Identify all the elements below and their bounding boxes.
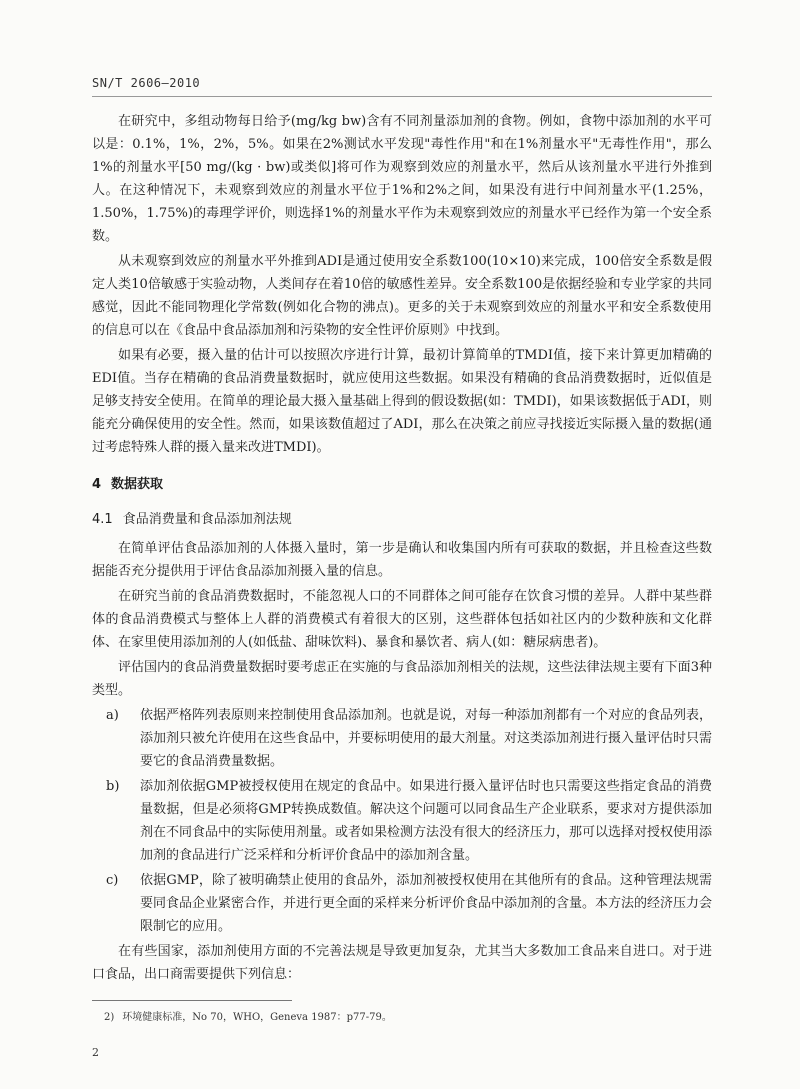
list-marker: b): [106, 779, 120, 794]
list-item-text: 依据GMP，除了被明确禁止使用的食品外，添加剂被授权使用在其他所有的食品。这种管理法规需要同食品企业紧密合作，并进行更全面的采样来分析评价食品中添加剂的含量。本方法的经济压力会限制它的应用。: [140, 873, 713, 934]
paragraph: 在研究当前的食品消费数据时，不能忽视人口的不同群体之间可能存在饮食习惯的差异。人群中某些群体的食品消费模式与整体上人群的消费模式有着很大的区别，这些群体包括如社区内的少数种族和文化群体、在家里使用添加剂的人(如低盐、甜味饮料)、暴食和暴饮者、病人(如：糖尿病患者)。: [92, 589, 712, 650]
paragraph: 从未观察到效应的剂量水平外推到ADI是通过使用安全系数100(10×10)来完成，100倍安全系数是假定人类10倍敏感于实验动物，人类间存在着10倍的敏感性差异。安全系数100是依据经验和专业学家的共同感觉，因此不能同物理化学常数(例如化合物的沸点)。更多的关于未观察到效应的剂量水平和安全系数使用的信息可以在《食品中食品添加剂和污染物的安全性评价原则》中找到。: [92, 254, 712, 338]
list-item: [92, 869, 712, 938]
list-item: [92, 775, 712, 867]
paragraph: 如果有必要，摄入量的估计可以按照次序进行计算，最初计算简单的TMDI值，接下来计算更加精确的EDI值。当存在精确的食品消费量数据时，就应使用这些数据。如果没有精确的食品消费数据时，近似值是足够支持安全使用。在简单的理论最大摄入量基础上得到的假设数据(如：TMDI)，如果该数据低于ADI，则能充分确保使用的安全性。然而，如果该数值超过了ADI，那么在决策之前应寻找接近实际摄入量的数据(通过考虑特殊人群的摄入量来改进TMDI)。: [92, 348, 712, 455]
footnote-text: 环境健康标准，No 70，WHO，Geneva 1987：p77-79。: [122, 1012, 392, 1023]
paragraph: 在有些国家，添加剂使用方面的不完善法规是导致更加复杂，尤其当大多数加工食品来自进口。对于进口食品，出口商需要提供下列信息：: [92, 944, 712, 982]
subsection-title: 食品消费量和食品添加剂法规: [122, 512, 292, 527]
list-item: [92, 704, 712, 773]
list-marker: c): [106, 873, 119, 888]
paragraph: 评估国内的食品消费量数据时要考虑正在实施的与食品添加剂相关的法规，这些法律法规主要有下面3种类型。: [92, 660, 712, 698]
paragraph: 在研究中，多组动物每日给予(mg/kg bw)含有不同剂量添加剂的食物。例如，食物中添加剂的水平可以是：0.1%，1%，2%，5%。如果在2%测试水平发现"毒性作用"和在1%剂量水平"无毒性作用"，那么1%的剂量水平[50 mg/(kg · bw)或类似]将可作为观察到效应的剂量水平，然后从该剂量水平进行外推到人。在这种情况下，未观察到效应的剂量水平位于1%和2%之间，如果没有进行中间剂量水平(1.25%，1.50%，1.75%)的毒理学评价，则选择1%的剂量水平作为未观察到效应的剂量水平已经作为第一个安全系数。: [92, 114, 712, 244]
header-rule: [92, 96, 712, 97]
regulation-list: [92, 704, 712, 938]
section-number: 4: [92, 477, 102, 492]
footnote-number: 2): [104, 1012, 115, 1023]
section-title: 数据获取: [111, 477, 164, 492]
subsection-number: 4.1: [92, 512, 113, 527]
body-text: [92, 110, 712, 988]
list-marker: a): [106, 708, 119, 723]
list-item-text: 添加剂依据GMP被授权使用在规定的食品中。如果进行摄入量评估时也只需要这些指定食品的消费量数据，但是必须将GMP转换成数值。解决这个问题可以同食品生产企业联系，要求对方提供添加剂在不同食品中的实际使用剂量。或者如果检测方法没有很大的经济压力，那可以选择对授权使用添加剂的食品进行广泛采样和分析评价食品中的添加剂含量。: [140, 779, 713, 863]
page-number: 2: [92, 1046, 99, 1059]
list-item-text: 依据严格阵列表原则来控制使用食品添加剂。也就是说，对每一种添加剂都有一个对应的食品列表，添加剂只被允许使用在这些食品中，并要标明使用的最大剂量。对这类添加剂进行摄入量评估时只需要它的食品消费量数据。: [140, 708, 713, 769]
paragraph: 在简单评估食品添加剂的人体摄入量时，第一步是确认和收集国内所有可获取的数据，并且检查这些数据能否充分提供用于评估食品添加剂摄入量的信息。: [92, 541, 712, 579]
document-code: SN/T 2606—2010: [92, 76, 201, 90]
footnote-rule: [92, 1000, 292, 1001]
footnote: [104, 1008, 392, 1023]
section-heading: [92, 473, 712, 496]
subsection-heading: [92, 508, 712, 531]
